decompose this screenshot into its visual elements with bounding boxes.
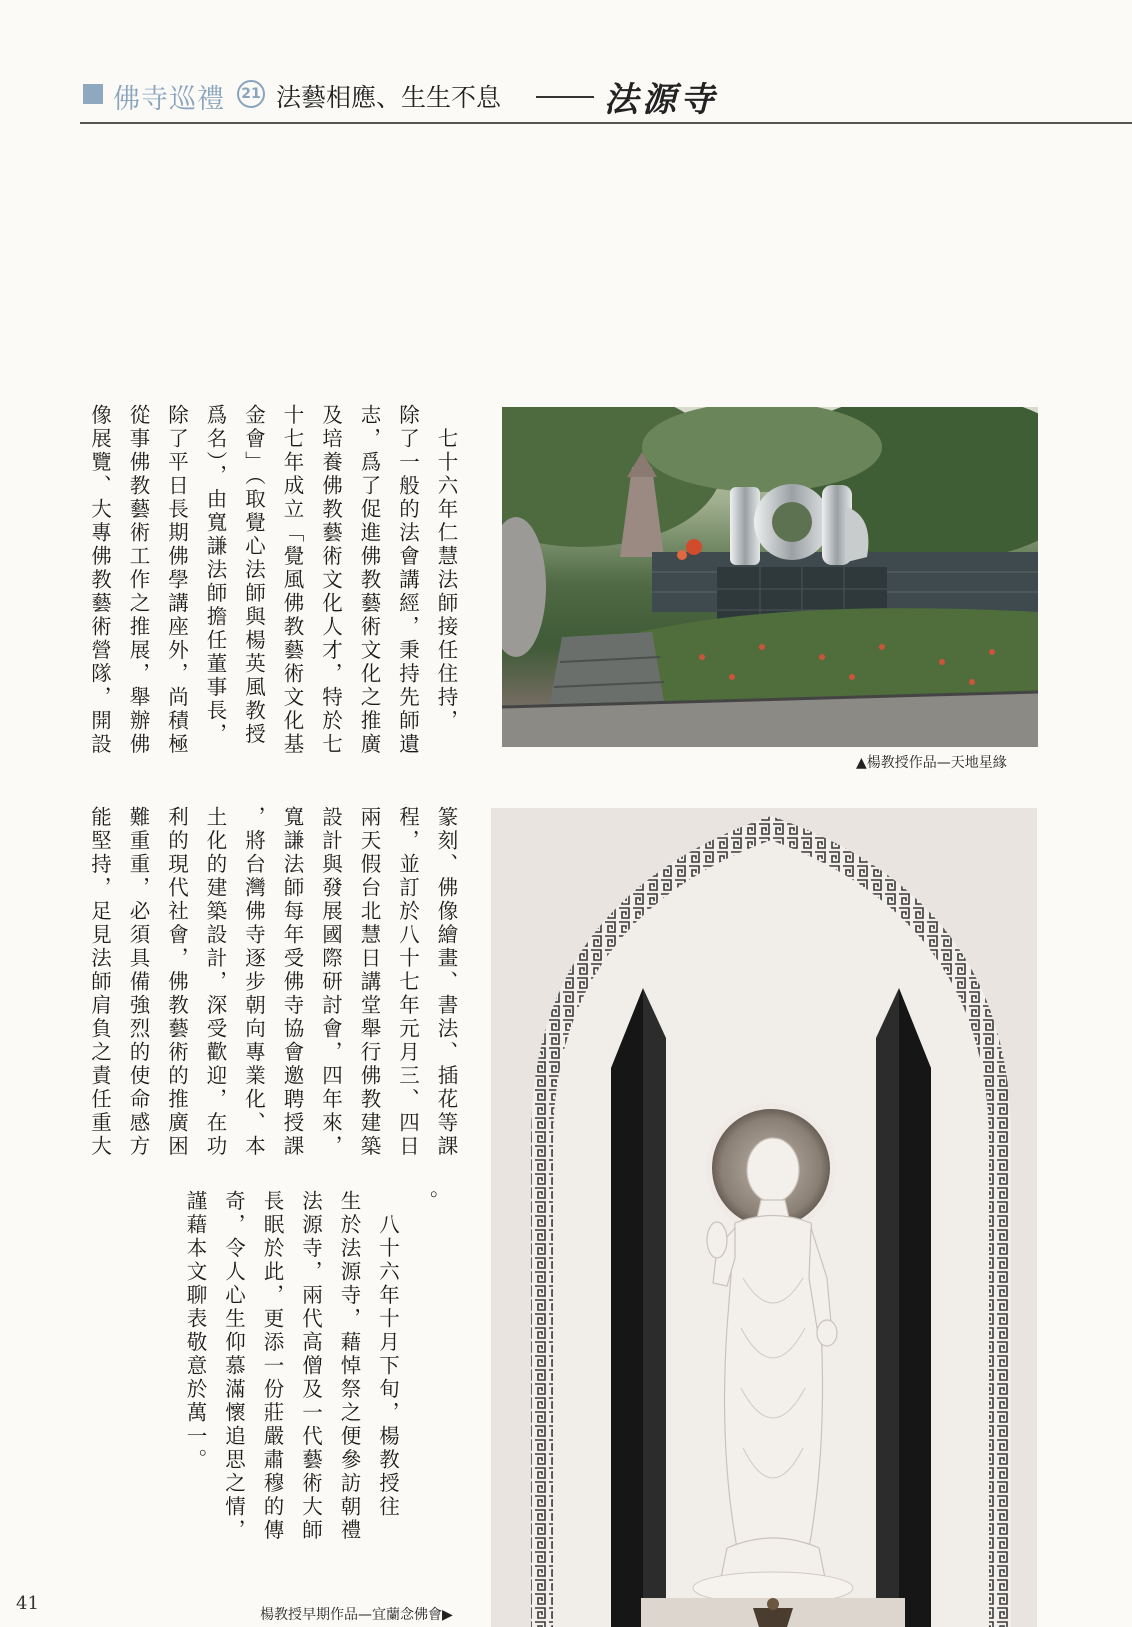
text-line: 志，爲了促進佛教藝術文化之推廣 [357, 404, 381, 757]
text-line: 除了平日長期佛學講座外，尚積極 [164, 404, 189, 757]
text-line: 及培養佛教藝術文化人才，特於七 [318, 404, 343, 757]
text-line: 利的現代社會，佛教藝術的推廣困 [164, 806, 189, 1159]
text-line: 土化的建築設計，深受歡迎，在功 [203, 806, 227, 1159]
text-line: 從事佛教藝術工作之推展，舉辦佛 [126, 404, 150, 757]
header-rule [80, 122, 1132, 124]
photo-buddha-niche [491, 808, 1037, 1627]
text-line: 爲名），由寬謙法師擔任董事長， [203, 404, 227, 747]
sculpture-garden-illustration [502, 407, 1038, 747]
page-header [80, 74, 1132, 124]
title-dash [536, 96, 594, 98]
article-subtitle: 法藝相應、生生不息 [276, 83, 502, 112]
photo-sculpture-garden [502, 407, 1038, 747]
text-column-middle [80, 806, 465, 1159]
text-line: 篆刻、佛像繪畫、書法、插花等課 [434, 806, 458, 1159]
article-title: 法源寺 [604, 80, 718, 120]
text-line: 兩天假台北慧日講堂舉行佛教建築 [357, 806, 381, 1159]
text-line: 除了一般的法會講經，秉持先師遺 [395, 404, 420, 757]
text-line: 程，並訂於八十七年元月三、四日 [395, 806, 420, 1159]
text-line: 法源寺，兩代高僧及一代藝術大師 [298, 1190, 323, 1543]
text-line: 金會」（取覺心法師與楊英風教授 [241, 404, 266, 747]
text-line: 設計與發展國際研討會，四年來， [318, 806, 343, 1159]
text-line: 像展覽、大專佛教藝術營隊，開設 [87, 404, 112, 757]
text-line: ，將台灣佛寺逐步朝向專業化、本 [241, 806, 266, 1159]
buddha-niche-illustration [491, 808, 1037, 1627]
square-bullet-icon [83, 84, 103, 104]
text-column-top [80, 404, 465, 757]
text-line: 奇，令人心生仰慕滿懷追思之情， [221, 1190, 246, 1543]
text-line: 難重重，必須具備強烈的使命感方 [126, 806, 150, 1159]
text-line: 十七年成立「覺風佛教藝術文化基 [280, 404, 304, 757]
text-line: 謹藉本文聊表敬意於萬一。 [183, 1190, 207, 1472]
series-number: 21 [237, 80, 265, 108]
text-line: 。 [414, 1190, 438, 1214]
series-title: 佛寺巡禮 [113, 84, 225, 115]
text-line: 寬謙法師每年受佛寺協會邀聘授課 [280, 806, 304, 1159]
photo-caption-sculpture: ▲楊教授作品—天地星緣 [856, 755, 1007, 771]
text-line: 八十六年十月下旬，楊教授往 [375, 1190, 400, 1519]
page-number: 41 [16, 1593, 39, 1614]
text-line: 七十六年仁慧法師接任住持， [434, 404, 458, 733]
text-line: 能堅持，足見法師肩負之責任重大 [87, 806, 112, 1159]
text-column-bottom [183, 1190, 445, 1543]
text-line: 長眠於此，更添一份莊嚴肅穆的傳 [260, 1190, 284, 1543]
photo-caption-buddha: 楊教授早期作品—宜蘭念佛會▶ [260, 1607, 453, 1623]
text-line: 生於法源寺，藉悼祭之便參訪朝禮 [337, 1190, 361, 1543]
